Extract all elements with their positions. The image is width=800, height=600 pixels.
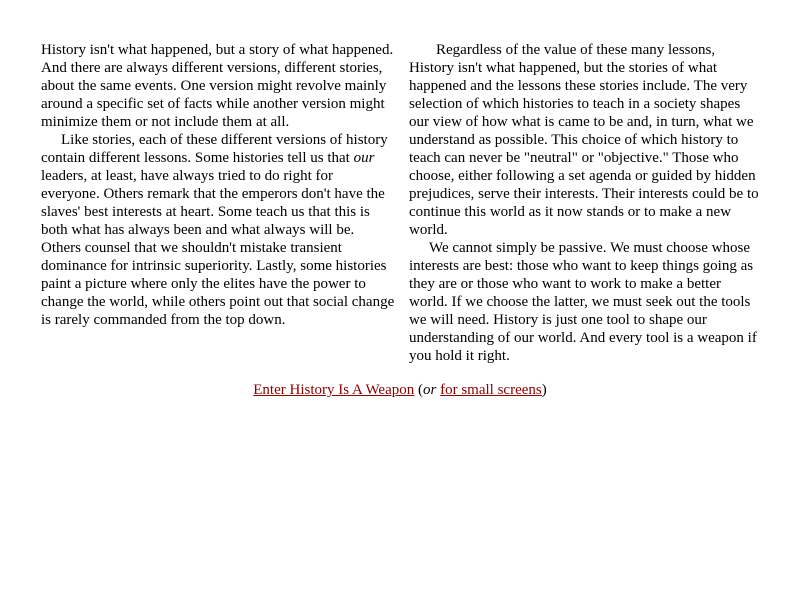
right-paragraph-2: We cannot simply be passive. We must choose whose interests are best: those who want to keep things going as they are or those who want to work to make a better world. If we choose the latter, we must seek out the tools we will need. History is just one tool to shape our understanding of our world. And every tool is a weapon if you hold it right. [409,240,757,364]
emphasis-our: our [353,150,375,166]
left-column [41,41,395,365]
close-paren: ) [541,382,547,398]
open-paren: ( [414,382,423,398]
right-column [409,41,763,365]
small-screens-link[interactable]: for small screens [440,382,542,398]
left-paragraph-2 [41,131,395,329]
left-paragraph-1: History isn't what happened, but a story of what happened. And there are always different versions, different stories, about the same events. One version might revolve mainly around a specific set of facts while another version might minimize them or not include them at all. [41,42,394,130]
or-text: or [423,382,437,398]
left-paragraph-2-start: Like stories, each of these different versions of history contain different lessons. Some histories tell us that [41,132,388,166]
enter-history-link[interactable]: Enter History Is A Weapon [253,382,415,398]
right-paragraph-1: Regardless of the value of these many lessons, History isn't what happened, but the stories of what happened and the lessons these stories include. The very selection of which histories to teach in a society shapes our view of how what is came to be and, in turn, what we understand as possible. This choice of which history to teach can never be "neutral" or "objective." Those who choose, either following a set agenda or guided by hidden prejudices, serve their interests. Their interests could be to continue this world as it now stands or to make a new world. [409,42,759,238]
essay-columns [41,41,763,365]
footer-links [0,381,800,399]
left-paragraph-2-end: leaders, at least, have always tried to do right for everyone. Others remark that the emperors don't have the slaves' best interests at heart. Some teach us that this is both what has always been and what always will be. Others counsel that we shouldn't mistake transient dominance for intrinsic superiority. Lastly, some histories paint a picture where only the elites have the power to change the world, while others point out that social change is rarely commanded from the top down. [41,168,395,328]
